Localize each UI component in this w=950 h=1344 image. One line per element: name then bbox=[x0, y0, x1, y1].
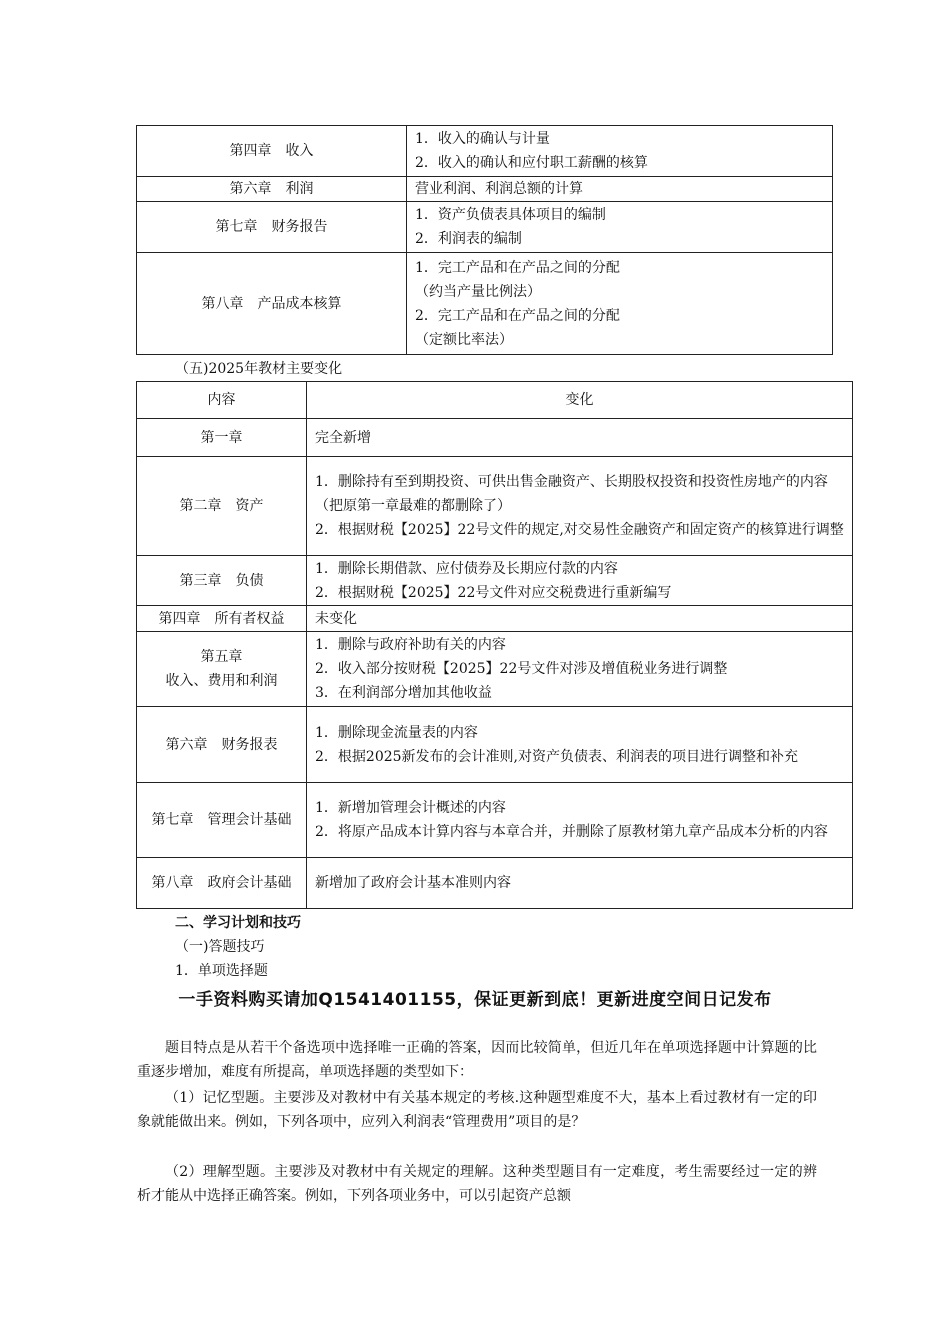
body-paragraph: （1）记忆型题。主要涉及对教材中有关基本规定的考核.这种题型难度不大，基本上看过教材有一定的印象就能做出来。例如，下列各项中，应列入利润表“管理费用”项目的是？ bbox=[137, 1090, 817, 1130]
change-cell bbox=[307, 707, 853, 783]
chapter-cell bbox=[137, 783, 307, 858]
chapter-line: 收入、费用和利润 bbox=[165, 673, 278, 689]
section-title: 二、学习计划和技巧 bbox=[175, 915, 301, 931]
table-row bbox=[137, 556, 853, 606]
section-heading: （五)2025年教材主要变化 bbox=[175, 361, 343, 377]
item-title: 1．单项选择题 bbox=[175, 963, 268, 979]
chapter-line: 第二章 资产 bbox=[179, 498, 264, 514]
change-cell bbox=[307, 457, 853, 556]
content-line: 营业利润、利润总额的计算 bbox=[415, 181, 583, 197]
change-cell bbox=[307, 858, 853, 909]
column-header: 变化 bbox=[307, 382, 853, 419]
content-line: 2．收入的确认和应付职工薪酬的核算 bbox=[415, 155, 648, 171]
table-row bbox=[137, 202, 833, 253]
content-line: 1．资产负债表具体项目的编制 bbox=[415, 207, 606, 223]
change-line: 2．将原产品成本计算内容与本章合并，并删除了原教材第九章产品成本分析的内容 bbox=[315, 824, 828, 840]
chapter-focus-table bbox=[136, 125, 833, 355]
chapter-line: 第一章 bbox=[200, 429, 243, 446]
column-header: 内容 bbox=[137, 382, 307, 419]
content-line: 1．收入的确认与计量 bbox=[415, 131, 550, 147]
chapter-line: 第六章 财务报表 bbox=[165, 736, 278, 753]
body-paragraph: （2）理解型题。主要涉及对教材中有关规定的理解。这种类型题目有一定难度，考生需要经过一定的辨析才能从中选择正确答案。例如，下列各项业务中，可以引起资产总额 bbox=[137, 1164, 817, 1204]
change-cell bbox=[307, 783, 853, 858]
change-line: 1．删除长期借款、应付债券及长期应付款的内容 bbox=[315, 560, 618, 577]
table-row bbox=[137, 419, 853, 457]
table-row bbox=[137, 126, 833, 177]
chapter-cell bbox=[137, 632, 307, 707]
content-cell bbox=[407, 202, 833, 253]
chapter-line: 第三章 负债 bbox=[179, 572, 264, 589]
content-line: （约当产量比例法） bbox=[415, 283, 541, 300]
chapter-cell bbox=[137, 419, 307, 457]
change-line: 未变化 bbox=[315, 610, 357, 627]
chapter-cell: 第四章 收入 bbox=[137, 126, 407, 177]
chapter-line: 第四章 所有者权益 bbox=[158, 610, 285, 627]
table-row bbox=[137, 707, 853, 783]
change-line: 1．删除现金流量表的内容 bbox=[315, 724, 478, 741]
change-line: 2．收入部分按财税【2025】22号文件对涉及增值税业务进行调整 bbox=[315, 661, 728, 677]
chapter-line: 第八章 政府会计基础 bbox=[151, 875, 292, 891]
change-cell bbox=[307, 556, 853, 606]
table-row bbox=[137, 457, 853, 556]
promo-banner: 一手资料购买请加Q1541401155，保证更新到底！更新进度空间日记发布 bbox=[178, 990, 772, 1010]
content-line: 2．完工产品和在产品之间的分配 bbox=[415, 307, 620, 324]
chapter-line: 第五章 bbox=[200, 649, 243, 665]
chapter-cell: 第七章 财务报告 bbox=[137, 202, 407, 253]
change-line: 新增加了政府会计基本准则内容 bbox=[315, 875, 511, 891]
change-cell bbox=[307, 606, 853, 632]
table-row bbox=[137, 177, 833, 202]
chapter-cell bbox=[137, 606, 307, 632]
change-line: 1．删除与政府补助有关的内容 bbox=[315, 637, 506, 653]
change-cell bbox=[307, 419, 853, 457]
content-line: （定额比率法） bbox=[415, 331, 513, 348]
chapter-cell bbox=[137, 556, 307, 606]
chapter-line: 第七章 管理会计基础 bbox=[151, 812, 292, 828]
change-line: 2．根据2025新发布的会计准则,对资产负债表、利润表的项目进行调整和补充 bbox=[315, 748, 798, 765]
chapter-cell bbox=[137, 457, 307, 556]
change-line: 完全新增 bbox=[315, 429, 371, 446]
table-row bbox=[137, 606, 853, 632]
content-cell bbox=[407, 126, 833, 177]
change-cell bbox=[307, 632, 853, 707]
content-cell bbox=[407, 177, 833, 202]
table-row bbox=[137, 253, 833, 355]
table-row bbox=[137, 858, 853, 909]
content-line: 2．利润表的编制 bbox=[415, 231, 522, 247]
table-header-row bbox=[137, 382, 853, 419]
content-cell bbox=[407, 253, 833, 355]
change-line: 2．根据财税【2025】22号文件的规定,对交易性金融资产和固定资产的核算进行调整 bbox=[315, 522, 844, 538]
chapter-cell: 第六章 利润 bbox=[137, 177, 407, 202]
subsection-title: （一)答题技巧 bbox=[175, 939, 265, 955]
change-line: 2．根据财税【2025】22号文件对应交税费进行重新编写 bbox=[315, 584, 672, 601]
table-row bbox=[137, 783, 853, 858]
chapter-cell bbox=[137, 858, 307, 909]
body-paragraph: 题目特点是从若干个备选项中选择唯一正确的答案，因而比较简单，但近几年在单项选择题中计算题的比重逐步增加，难度有所提高，单项选择题的类型如下： bbox=[137, 1040, 817, 1080]
textbook-changes-table bbox=[136, 381, 853, 909]
change-line: 3．在利润部分增加其他收益 bbox=[315, 685, 492, 701]
change-line: 1．删除持有至到期投资、可供出售金融资产、长期股权投资和投资性房地产的内容（把原第一章最难的都删除了） bbox=[315, 474, 828, 514]
table-row bbox=[137, 632, 853, 707]
content-line: 1．完工产品和在产品之间的分配 bbox=[415, 259, 620, 276]
change-line: 1．新增加管理会计概述的内容 bbox=[315, 800, 506, 816]
chapter-cell bbox=[137, 707, 307, 783]
chapter-cell: 第八章 产品成本核算 bbox=[137, 253, 407, 355]
